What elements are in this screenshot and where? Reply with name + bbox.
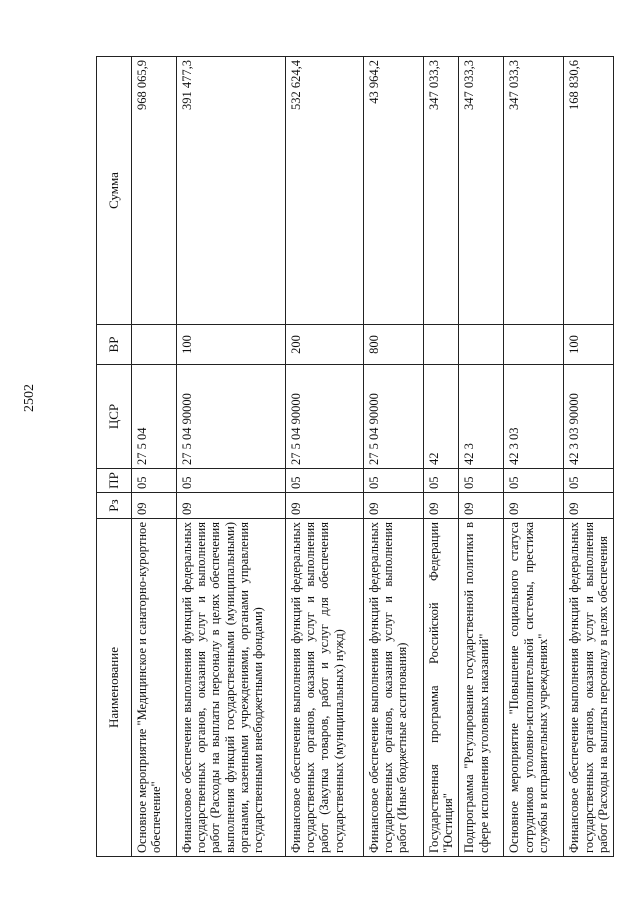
table-header-row [97,57,132,857]
row-rz: 09 [459,493,504,519]
row-vr [424,325,459,365]
row-vr: 200 [286,325,364,365]
row-pr: 05 [364,469,424,493]
row-rz: 09 [564,493,614,519]
row-sum: 43 964,2 [364,57,424,325]
row-name: Государственная программа Российской Федерации "Юстиция" [424,519,459,857]
col-header-name: Наименование [97,519,132,857]
row-sum: 347 033,3 [504,57,564,325]
row-vr: 800 [364,325,424,365]
row-sum: 391 477,3 [177,57,286,325]
row-rz: 09 [286,493,364,519]
row-sum: 168 830,6 [564,57,614,325]
row-name: Финансовое обеспечение выполнения функций федеральных государственных органов, оказания услуг и выполнения работ (Расходы на выплаты персоналу в целях обеспечения выполнения функций государственными (муниципальными) органами, казенными учреждениями, органами управления государственными внебюджетными фондами) [177,519,286,857]
row-name: Финансовое обеспечение выполнения функций федеральных государственных органов, оказания услуг и выполнения работ (Иные бюджетные ассигнования) [364,519,424,857]
table-row [177,57,286,857]
row-pr: 05 [132,469,177,493]
row-vr [132,325,177,365]
row-name: Подпрограмма "Регулирование государственной политики в сфере исполнения уголовных наказаний" [459,519,504,857]
col-header-sum: Сумма [97,57,132,325]
table-row [132,57,177,857]
row-rz: 09 [364,493,424,519]
row-name: Основное мероприятие "Повышение социального статуса сотрудников уголовно-исполнительной системы, престижа службы в исправительных учреждениях" [504,519,564,857]
row-rz: 09 [504,493,564,519]
row-csr: 42 3 03 90000 [564,365,614,469]
row-pr: 05 [564,469,614,493]
row-pr: 05 [459,469,504,493]
row-vr: 100 [564,325,614,365]
row-csr: 42 3 03 [504,365,564,469]
row-csr: 27 5 04 90000 [364,365,424,469]
col-header-vr: ВР [97,325,132,365]
row-pr: 05 [424,469,459,493]
row-rz: 09 [177,493,286,519]
row-vr: 100 [177,325,286,365]
col-header-csr: ЦСР [97,365,132,469]
row-csr: 27 5 04 90000 [286,365,364,469]
row-name: Основное мероприятие "Медицинское и санаторно-курортное обеспечение" [132,519,177,857]
row-csr: 27 5 04 90000 [177,365,286,469]
table-row [459,57,504,857]
row-pr: 05 [177,469,286,493]
page-number: 2502 [22,384,37,412]
row-rz: 09 [132,493,177,519]
row-rz: 09 [424,493,459,519]
budget-table [96,56,614,857]
row-sum: 347 033,3 [459,57,504,325]
table-row [286,57,364,857]
row-csr: 42 [424,365,459,469]
row-sum: 968 065,9 [132,57,177,325]
table-row [424,57,459,857]
row-name: Финансовое обеспечение выполнения функций федеральных государственных органов, оказания услуг и выполнения работ (Расходы на выплаты персоналу в целях обеспечения [564,519,614,857]
table-row [504,57,564,857]
row-vr [504,325,564,365]
row-name: Финансовое обеспечение выполнения функций федеральных государственных органов, оказания услуг и выполнения работ (Закупка товаров, работ и услуг для обеспечения государственных (муниципальных) нужд) [286,519,364,857]
row-pr: 05 [286,469,364,493]
row-sum: 532 624,4 [286,57,364,325]
row-csr: 27 5 04 [132,365,177,469]
budget-table-rotated [96,57,610,857]
row-vr [459,325,504,365]
row-pr: 05 [504,469,564,493]
table-row [364,57,424,857]
col-header-pr: ПР [97,469,132,493]
row-csr: 42 3 [459,365,504,469]
row-sum: 347 033,3 [424,57,459,325]
col-header-rz: Рз [97,493,132,519]
table-row [564,57,614,857]
